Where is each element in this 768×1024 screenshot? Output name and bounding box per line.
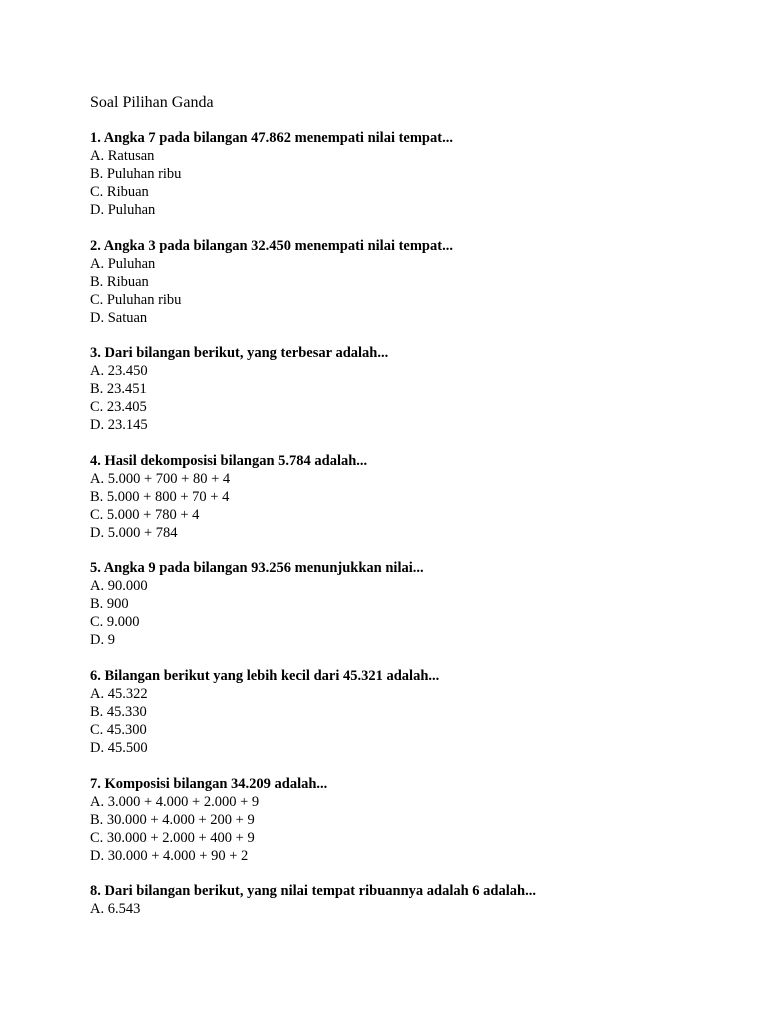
question-text: 2. Angka 3 pada bilangan 32.450 menempati nilai tempat... bbox=[90, 237, 453, 254]
question-8 bbox=[90, 882, 730, 918]
option-b: B. 45.330 bbox=[90, 703, 147, 720]
option-a: A. 45.322 bbox=[90, 685, 148, 702]
question-5 bbox=[90, 559, 730, 649]
question-7 bbox=[90, 775, 730, 865]
option-d: D. 5.000 + 784 bbox=[90, 524, 178, 541]
option-c: C. 23.405 bbox=[90, 399, 147, 416]
option-a: A. 6.543 bbox=[90, 901, 141, 918]
option-b: B. 23.451 bbox=[90, 381, 147, 398]
option-a: A. Puluhan bbox=[90, 255, 156, 272]
document-page bbox=[90, 92, 730, 936]
question-text: 8. Dari bilangan berikut, yang nilai tempat ribuannya adalah 6 adalah... bbox=[90, 883, 536, 900]
question-text: 5. Angka 9 pada bilangan 93.256 menunjukkan nilai... bbox=[90, 560, 424, 577]
question-1 bbox=[90, 129, 730, 219]
option-c: C. 5.000 + 780 + 4 bbox=[90, 506, 200, 523]
option-b: B. Ribuan bbox=[90, 273, 149, 290]
question-text: 6. Bilangan berikut yang lebih kecil dari 45.321 adalah... bbox=[90, 667, 440, 684]
option-a: A. 23.450 bbox=[90, 363, 148, 380]
option-a: A. 90.000 bbox=[90, 578, 148, 595]
option-b: B. Puluhan ribu bbox=[90, 166, 182, 182]
option-b: B. 30.000 + 4.000 + 200 + 9 bbox=[90, 811, 255, 828]
option-d: D. 23.145 bbox=[90, 417, 148, 434]
option-d: D. 30.000 + 4.000 + 90 + 2 bbox=[90, 847, 249, 864]
option-c: C. 9.000 bbox=[90, 614, 140, 631]
option-b: B. 5.000 + 800 + 70 + 4 bbox=[90, 488, 230, 505]
question-6 bbox=[90, 667, 730, 757]
option-a: A. 5.000 + 700 + 80 + 4 bbox=[90, 470, 231, 487]
question-text: 4. Hasil dekomposisi bilangan 5.784 adalah... bbox=[90, 452, 368, 469]
option-a: A. Ratusan bbox=[90, 148, 155, 164]
question-2 bbox=[90, 237, 730, 327]
document-title: Soal Pilihan Ganda bbox=[90, 94, 214, 111]
question-text: 3. Dari bilangan berikut, yang terbesar adalah... bbox=[90, 345, 389, 362]
option-b: B. 900 bbox=[90, 596, 129, 613]
option-d: D. Satuan bbox=[90, 309, 148, 326]
option-d: D. Puluhan bbox=[90, 202, 156, 218]
option-c: C. 45.300 bbox=[90, 721, 147, 738]
question-4 bbox=[90, 452, 730, 542]
option-d: D. 9 bbox=[90, 632, 115, 649]
option-c: C. Ribuan bbox=[90, 184, 149, 200]
option-c: C. 30.000 + 2.000 + 400 + 9 bbox=[90, 829, 255, 846]
option-d: D. 45.500 bbox=[90, 739, 148, 756]
question-text: 7. Komposisi bilangan 34.209 adalah... bbox=[90, 775, 328, 792]
question-3 bbox=[90, 344, 730, 434]
option-c: C. Puluhan ribu bbox=[90, 291, 182, 308]
question-text: 1. Angka 7 pada bilangan 47.862 menempati nilai tempat... bbox=[90, 130, 453, 146]
option-a: A. 3.000 + 4.000 + 2.000 + 9 bbox=[90, 793, 260, 810]
